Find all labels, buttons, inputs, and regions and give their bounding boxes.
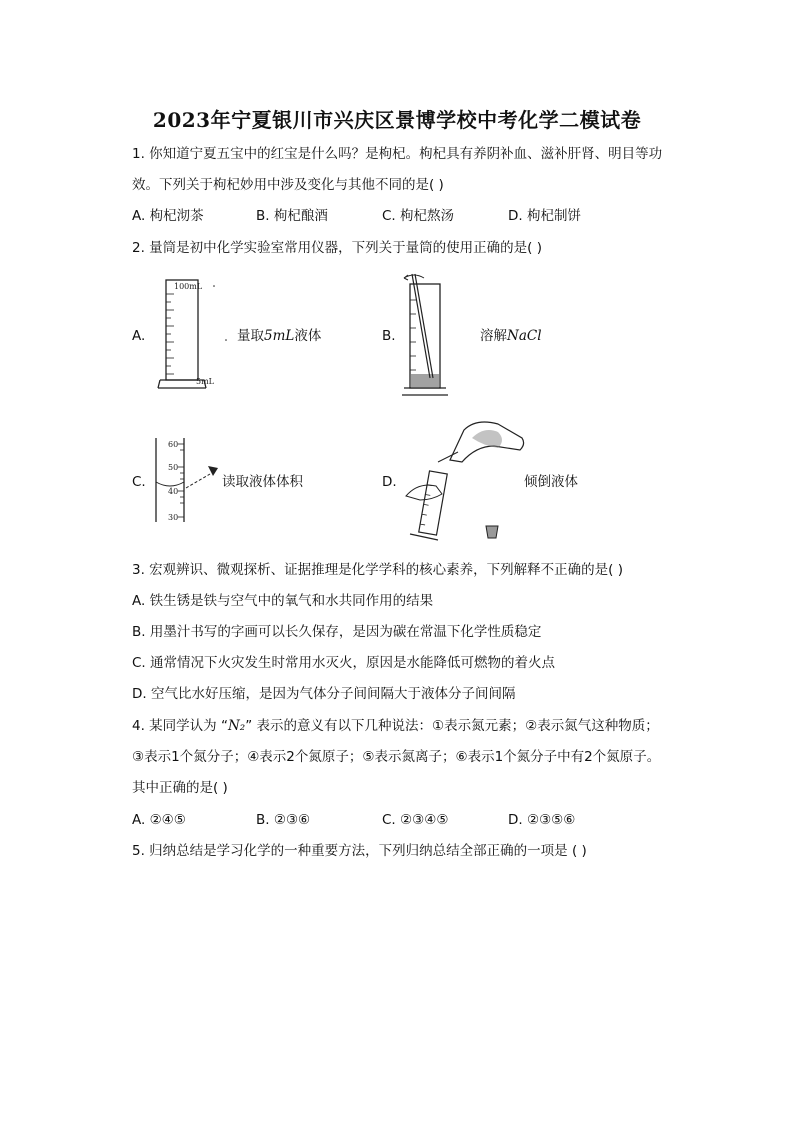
q4-option-d: D. ②③⑤⑥ bbox=[508, 812, 576, 828]
q2-stem: 2. 量筒是初中化学实验室常用仪器，下列关于量筒的使用正确的是( ) bbox=[132, 240, 542, 256]
q2-option-b-caption bbox=[480, 326, 542, 346]
q4-stem-line1 bbox=[132, 716, 659, 736]
q2-option-a-letter: A. bbox=[132, 328, 146, 344]
q4-option-b: B. ②③⑥ bbox=[256, 812, 311, 828]
tick-label-30: 30 bbox=[168, 513, 179, 522]
q4-stem-line2: ③表示1个氮分子；④表示2个氮原子；⑤表示氮离子；⑥表示1个氮分子中有2个氮原子。 bbox=[132, 749, 661, 765]
q4-stem-line3: 其中正确的是( ) bbox=[132, 780, 228, 796]
q2-option-c-caption: 读取液体体积 bbox=[222, 474, 303, 490]
cylinder-top-mark: 100mL bbox=[174, 282, 203, 291]
q1-option-b: B. 枸杞酿酒 bbox=[256, 208, 328, 224]
q4-option-a: A. ②④⑤ bbox=[132, 812, 186, 828]
q2-option-c-letter: C. bbox=[132, 474, 146, 490]
q4-stem-suffix: ” 表示的意义有以下几种说法：①表示氮元素；②表示氮气这种物质； bbox=[245, 718, 659, 734]
q2-option-b-letter: B. bbox=[382, 328, 396, 344]
q2-option-d-letter: D. bbox=[382, 474, 397, 490]
stirring-cylinder-figure-b bbox=[398, 270, 460, 398]
caption-b-prefix: 溶解 bbox=[480, 328, 507, 344]
q4-formula: N₂ bbox=[227, 718, 246, 734]
caption-a-math: 5mL bbox=[264, 328, 295, 344]
q2-option-a-caption bbox=[237, 326, 321, 346]
tick-label-60: 60 bbox=[168, 440, 179, 449]
tick-label-40: 40 bbox=[168, 487, 179, 496]
q1-option-c: C. 枸杞熬汤 bbox=[382, 208, 455, 224]
hand-icon bbox=[406, 485, 442, 500]
q3-option-c: C. 通常情况下火灾发生时常用水灭火，原因是水能降低可燃物的着火点 bbox=[132, 655, 556, 671]
caption-b-math: NaCl bbox=[507, 328, 542, 344]
reading-volume-figure-c bbox=[150, 434, 222, 526]
q3-option-d: D. 空气比水好压缩，是因为气体分子间间隔大于液体分子间间隔 bbox=[132, 686, 516, 702]
q1-stem-line1: 1. 你知道宁夏五宝中的红宝是什么吗？是枸杞。枸杞具有养阴补血、滋补肝肾、明目等功 bbox=[132, 146, 663, 162]
q3-option-b: B. 用墨汁书写的字画可以长久保存，是因为碳在常温下化学性质稳定 bbox=[132, 624, 542, 640]
q4-option-c: C. ②③④⑤ bbox=[382, 812, 449, 828]
q3-stem: 3. 宏观辨识、微观探析、证据推理是化学学科的核心素养，下列解释不正确的是( ) bbox=[132, 562, 623, 578]
cylinder-bottom-mark: 5mL bbox=[196, 377, 214, 386]
q5-stem: 5. 归纳总结是学习化学的一种重要方法，下列归纳总结全部正确的一项是 ( ) bbox=[132, 843, 587, 859]
q1-option-a: A. 枸杞沏茶 bbox=[132, 208, 204, 224]
q1-option-d: D. 枸杞制饼 bbox=[508, 208, 581, 224]
q1-stem-line2: 效。下列关于枸杞妙用中涉及变化与其他不同的是( ) bbox=[132, 177, 444, 193]
pouring-liquid-figure-d bbox=[402, 416, 528, 542]
q2-option-d-caption: 倾倒液体 bbox=[524, 474, 578, 490]
caption-a-prefix: 量取 bbox=[237, 328, 264, 344]
stopper-icon bbox=[486, 526, 498, 538]
tick-label-50: 50 bbox=[168, 463, 179, 472]
q4-stem-prefix: 4. 某同学认为 “ bbox=[132, 718, 228, 734]
graduated-cylinder-figure-a bbox=[150, 276, 230, 394]
page-title: 2023年宁夏银川市兴庆区景博学校中考化学二模试卷 bbox=[152, 108, 642, 132]
caption-a-suffix: 液体 bbox=[294, 328, 322, 344]
q3-option-a: A. 铁生锈是铁与空气中的氧气和水共同作用的结果 bbox=[132, 593, 434, 609]
